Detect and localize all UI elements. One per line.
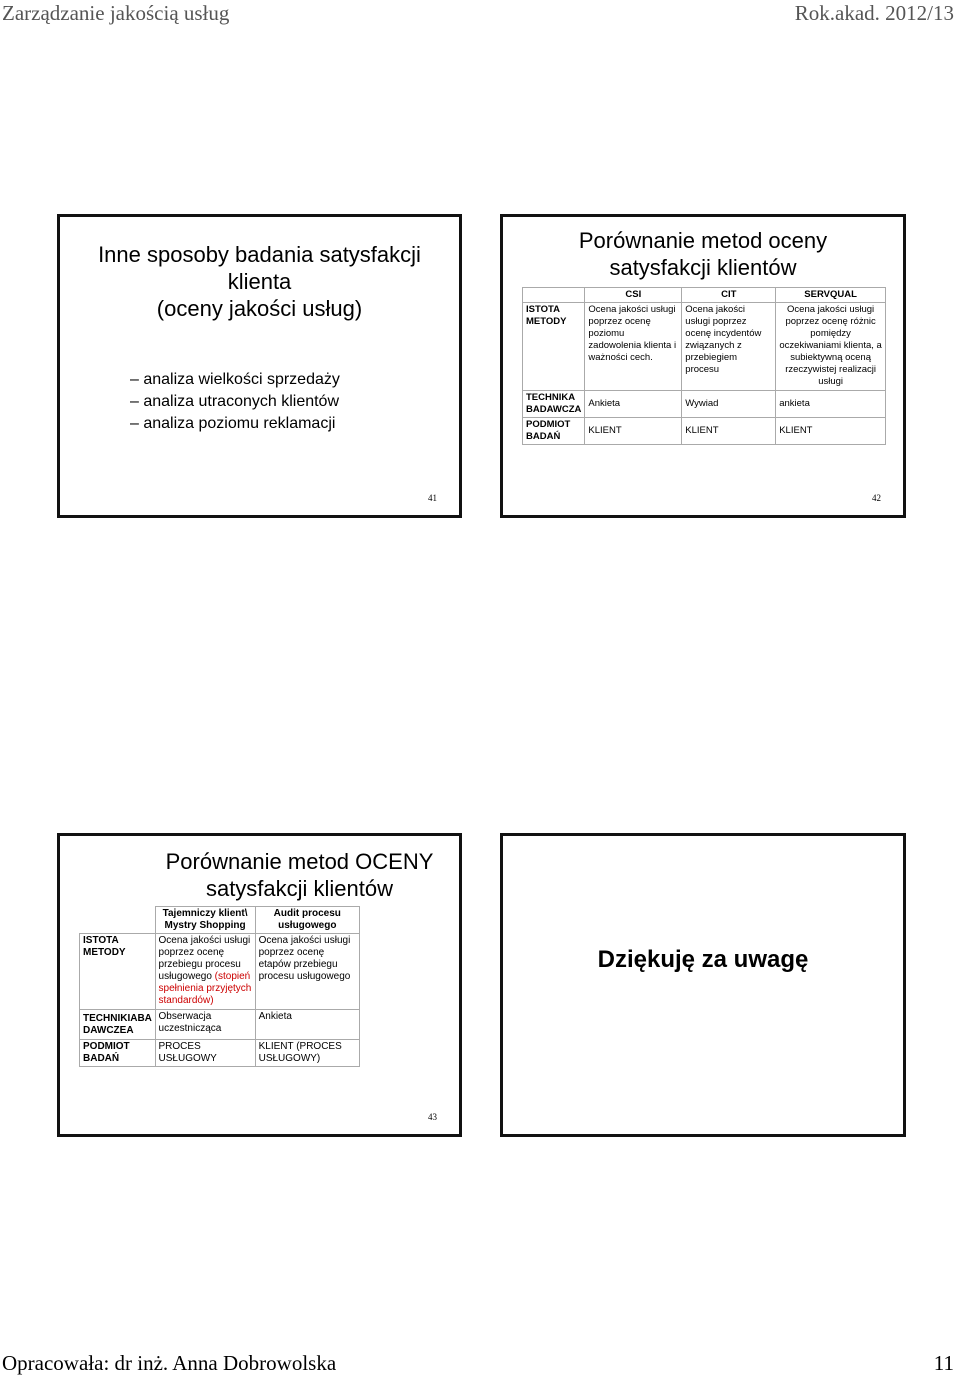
slide-43-title	[70, 848, 449, 902]
closing-text: Dziękuję za uwagę	[597, 946, 809, 973]
table-cell: KLIENT (PROCES USŁUGOWY)	[255, 1040, 359, 1067]
header-academic-year: Rok.akad. 2012/13	[794, 1, 954, 25]
table-cell: Ocena jakości usługi poprzez ocenę poziomu zadowolenia klienta i ważności cech.	[585, 303, 682, 391]
table-header: Tajemniczy klient\ Mystry Shopping	[155, 907, 255, 934]
slide-41	[57, 214, 462, 518]
list-item: – analiza wielkości sprzedaży	[130, 371, 340, 388]
title-line: Porównanie metod oceny	[578, 228, 828, 253]
table-header: CIT	[682, 288, 776, 303]
table-cell: Obserwacja uczestnicząca	[155, 1010, 255, 1040]
footer-author: Opracowała: dr inż. Anna Dobrowolska	[2, 1351, 337, 1375]
table-header-row	[523, 288, 886, 303]
table-cell: Ocena jakości usługi poprzez ocenę incydentów związanych z przebiegiem procesu	[682, 303, 776, 391]
comparison-table	[79, 906, 360, 1067]
table-header-empty	[80, 907, 156, 934]
title-line: satysfakcji klientów	[609, 255, 797, 280]
table-cell: Ankieta	[585, 391, 682, 418]
table-cell	[155, 934, 255, 1010]
page-number: 43	[428, 1112, 437, 1122]
slide-42	[500, 214, 906, 518]
footer-page-number: 11	[933, 1351, 954, 1375]
table-header-row	[80, 907, 360, 934]
list-item: – analiza poziomu reklamacji	[130, 415, 336, 432]
row-label: TECHNIKA BADAWCZA	[523, 391, 585, 418]
table-row	[523, 391, 886, 418]
table-row	[80, 1040, 360, 1067]
row-label: ISTOTA METODY	[80, 934, 156, 1010]
table-cell: PROCES USŁUGOWY	[155, 1040, 255, 1067]
cell-text-highlight: (stopień spełnienia przyjętych standardów)	[158, 971, 252, 1006]
table-cell: Ankieta	[255, 1010, 359, 1040]
table-cell: Ocena jakości usługi poprzez ocenę różnic pomiędzy oczekiwaniami klienta, a subiektywną oceną rzeczywistej realizacji usługi	[776, 303, 886, 391]
slide-41-title	[80, 241, 439, 322]
table-header: CSI	[585, 288, 682, 303]
page-number: 42	[872, 493, 881, 503]
title-line: (oceny jakości usług)	[156, 296, 363, 321]
row-label: PODMIOT BADAŃ	[80, 1040, 156, 1067]
list-item: – analiza utraconych klientów	[130, 393, 340, 410]
table-row	[80, 934, 360, 1010]
table-row	[523, 303, 886, 391]
table-cell: KLIENT	[682, 418, 776, 445]
table-header: SERVQUAL	[776, 288, 886, 303]
bullet-list	[130, 369, 340, 435]
row-label: ISTOTA METODY	[523, 303, 585, 391]
title-line: Inne sposoby badania satysfakcji	[98, 242, 421, 267]
header-course-title: Zarządzanie jakością usług	[2, 1, 230, 25]
slide-42-title	[513, 227, 893, 281]
comparison-table	[522, 287, 886, 445]
page-number: 41	[428, 493, 437, 503]
table-cell: Wywiad	[682, 391, 776, 418]
slide-43	[57, 833, 462, 1137]
table-header: Audit procesu usługowego	[255, 907, 359, 934]
table-row	[80, 1010, 360, 1040]
cell-text: Ocena jakości usługi poprzez ocenę przebiegu procesu usługowego	[158, 935, 251, 982]
title-line: Porównanie metod OCENY	[165, 849, 434, 874]
table-cell: KLIENT	[585, 418, 682, 445]
slide-44	[500, 833, 906, 1137]
table-cell: ankieta	[776, 391, 886, 418]
title-line: satysfakcji klientów	[205, 876, 394, 901]
row-label: TECHNIKIABA DAWCZEA	[80, 1010, 156, 1040]
row-label: PODMIOT BADAŃ	[523, 418, 585, 445]
table-header-empty	[523, 288, 585, 303]
table-cell: KLIENT	[776, 418, 886, 445]
title-line: klienta	[227, 269, 292, 294]
table-cell: Ocena jakości usługi poprzez ocenę etapów przebiegu procesu usługowego	[255, 934, 359, 1010]
table-row	[523, 418, 886, 445]
